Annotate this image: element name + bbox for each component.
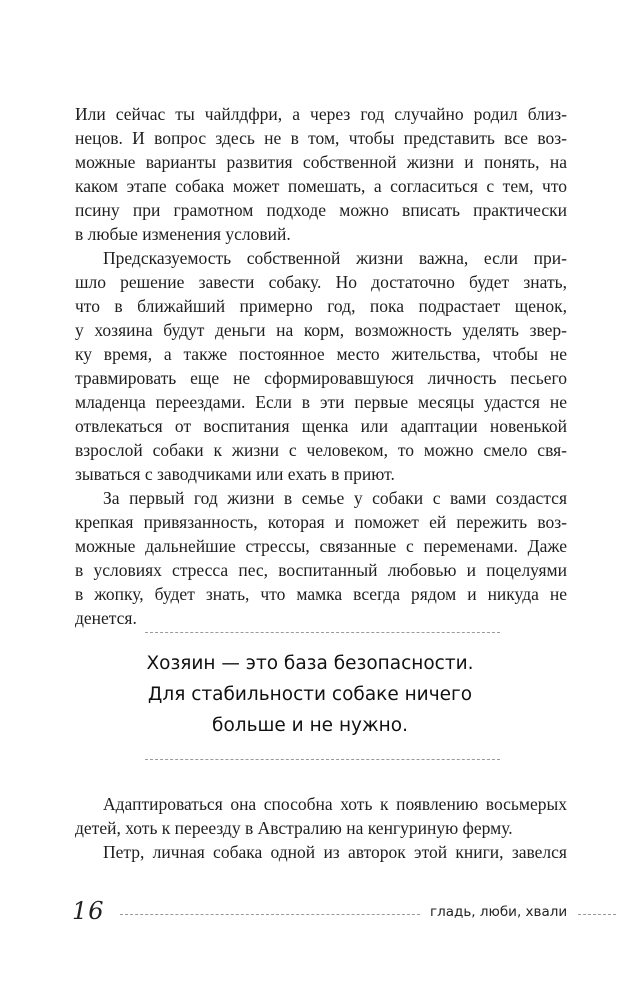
text-line: в условиях стресса пес, воспитанный любовью и поцелуями — [75, 560, 567, 580]
text-line: Или сейчас ты чайлдфри, а через год случайно родил близ- — [75, 104, 567, 124]
pull-quote-line: Хозяин — это база безопасности. — [146, 653, 474, 674]
footer-left-divider — [120, 914, 420, 915]
quote-top-divider — [145, 632, 500, 633]
quote-bottom-divider — [145, 759, 500, 760]
running-title: гладь, люби, хвали — [430, 904, 568, 920]
text-line: можные варианты развития собственной жизни и понять, на — [75, 152, 567, 172]
text-line: можные дальнейшие стрессы, связанные с переменами. Даже — [75, 536, 567, 556]
text-line: что в ближайший примерно год, пока подрастает щенок, — [75, 296, 567, 316]
page-number: 16 — [72, 897, 105, 925]
text-line: каком этапе собака может помешать, а согласиться с тем, что — [75, 176, 567, 196]
text-line: отвлекаться от воспитания щенка или адаптации новенькой — [75, 416, 567, 436]
pull-quote-line: Для стабильности собаке ничего — [147, 684, 473, 705]
text-line: младенца переездами. Если в эти первые месяцы удастся не — [75, 392, 567, 412]
text-line: в жопку, будет знать, что мамка всегда рядом и никуда не — [75, 584, 567, 604]
text-line: Петр, личная собака одной из авторок этой книги, завелся — [103, 842, 567, 862]
text-line: детей, хоть к переезду в Австралию на кенгуриную ферму. — [75, 818, 513, 838]
pull-quote-line: больше и не нужно. — [212, 715, 408, 736]
text-line: денется. — [75, 608, 137, 628]
text-line: у хозяина будут деньги на корм, возможность уделять звер- — [75, 320, 567, 340]
text-line: Предсказуемость собственной жизни важна, если при- — [103, 248, 567, 268]
text-line: в любые изменения условий. — [75, 224, 291, 244]
text-line: ку время, а также постоянное место жительства, чтобы не — [75, 344, 567, 364]
text-line: За первый год жизни в семье у собаки с вами создастся — [103, 488, 567, 508]
text-line: псину при грамотном подходе можно вписать практически — [75, 200, 567, 220]
text-line: крепкая привязанность, которая и поможет ей пережить воз- — [75, 512, 567, 532]
footer-right-divider — [578, 914, 616, 915]
text-line: Адаптироваться она способна хоть к появлению восьмерых — [103, 794, 567, 814]
text-line: шло решение завести собаку. Но достаточно будет знать, — [75, 272, 567, 292]
text-line: травмировать еще не сформировавшуюся личность песьего — [75, 368, 567, 388]
text-line: зываться с заводчиками или ехать в приют. — [75, 464, 395, 484]
text-line: взрослой собаки к жизни с человеком, то можно смело свя- — [75, 440, 567, 460]
text-line: нецов. И вопрос здесь не в том, чтобы представить все воз- — [75, 128, 567, 148]
